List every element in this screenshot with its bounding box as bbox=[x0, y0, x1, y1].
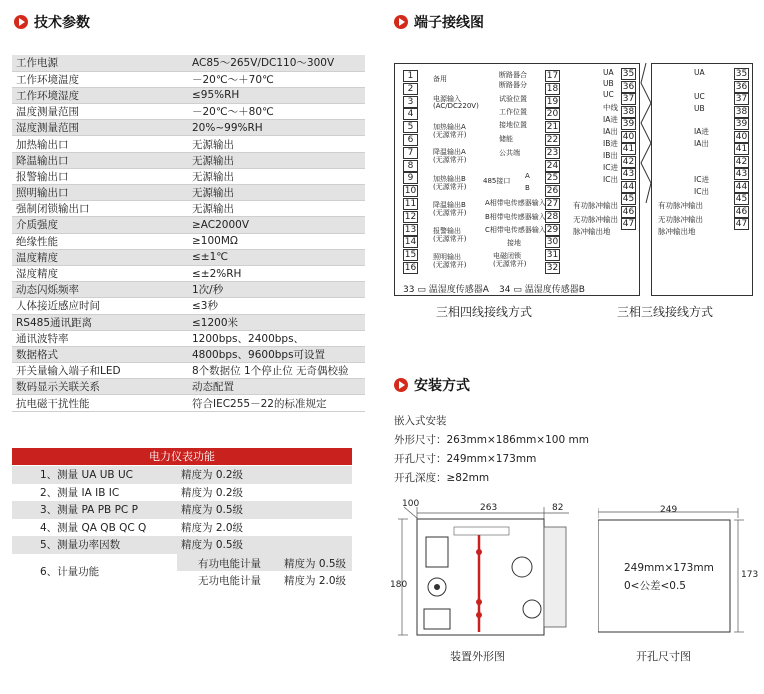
metering-value: 精度为 2.0级 bbox=[284, 575, 347, 587]
table-row bbox=[12, 185, 365, 201]
terminal-label: A相带电传感器输入 bbox=[485, 199, 546, 207]
terminal-num: 18 bbox=[546, 83, 559, 94]
terminal-label: IC出 bbox=[694, 187, 709, 196]
spec-key: 加热输出口 bbox=[12, 136, 188, 152]
table-row bbox=[12, 379, 365, 395]
terminal-num: 41 bbox=[735, 144, 748, 154]
spec-key: 抗电磁干扰性能 bbox=[12, 395, 188, 411]
spec-key: 照明输出口 bbox=[12, 185, 188, 201]
terminal-num: 17 bbox=[546, 71, 559, 81]
terminal-num: 9 bbox=[403, 172, 418, 184]
terminal-header bbox=[394, 12, 484, 32]
terminal-label: (无源常开) bbox=[433, 235, 467, 243]
table-row bbox=[12, 501, 352, 519]
arrow-circle-icon bbox=[394, 15, 408, 29]
power-table bbox=[12, 466, 352, 554]
terminal-num: 46 bbox=[622, 206, 635, 217]
terminal-num: 16 bbox=[404, 263, 417, 273]
terminal-num: 4 bbox=[403, 108, 418, 120]
device-outline-drawing bbox=[394, 497, 594, 647]
terminal-label: B相带电传感器输入 bbox=[485, 213, 546, 221]
spec-value: 无源输出 bbox=[188, 201, 365, 217]
terminal-label: UC bbox=[694, 92, 705, 101]
dim-82: 82 bbox=[552, 503, 564, 513]
arrow-circle-icon bbox=[394, 378, 408, 392]
terminal-num: 47 bbox=[735, 219, 748, 229]
table-row bbox=[12, 314, 365, 330]
metering-name: 有功电能计量 bbox=[198, 558, 261, 570]
install-header bbox=[394, 375, 470, 395]
terminal-num: 2 bbox=[403, 83, 418, 95]
terminal-label: 备用 bbox=[433, 75, 447, 83]
terminal-num: 8 bbox=[403, 160, 418, 172]
spec-key: 湿度精度 bbox=[12, 265, 188, 281]
spec-value: 1200bps、2400bps、 bbox=[188, 330, 365, 346]
spec-value: 符合IEC255－22的标准规定 bbox=[188, 395, 365, 411]
terminal-num: 21 bbox=[546, 122, 559, 133]
table-row bbox=[12, 298, 365, 314]
table-row bbox=[12, 217, 365, 233]
dim-249: 249 bbox=[660, 505, 678, 515]
terminal-num: 3 bbox=[403, 96, 418, 108]
dim-100: 100 bbox=[402, 499, 420, 509]
terminal-diagram-three-wire bbox=[651, 63, 753, 296]
device-caption: 装置外形图 bbox=[450, 650, 505, 663]
table-row bbox=[12, 282, 365, 298]
terminal-label: (无源常开) bbox=[433, 131, 467, 139]
terminal-label: 试验位置 bbox=[499, 95, 527, 103]
table-row bbox=[12, 136, 365, 152]
cutout-caption: 开孔尺寸图 bbox=[636, 650, 691, 663]
terminal-label: 断路器分 bbox=[499, 81, 527, 89]
table-row bbox=[12, 265, 365, 281]
terminal-label: (AC/DC220V) bbox=[433, 102, 479, 110]
spec-key: 绝缘性能 bbox=[12, 233, 188, 249]
spec-key: 温度测量范围 bbox=[12, 104, 188, 120]
power-item: 2、测量 IA IB IC bbox=[40, 486, 120, 499]
install-line: 开孔深度：≥82mm bbox=[394, 472, 490, 484]
table-row bbox=[12, 346, 365, 362]
terminal-num: 39 bbox=[622, 119, 635, 129]
specs-table bbox=[12, 55, 365, 412]
spec-key: 温度精度 bbox=[12, 249, 188, 265]
spec-key: 数码显示关联关系 bbox=[12, 379, 188, 395]
install-line: 嵌入式安装 bbox=[394, 415, 447, 427]
table-row bbox=[12, 120, 365, 136]
terminal-label: IB出 bbox=[603, 151, 618, 160]
terminal-num: 25 bbox=[546, 173, 559, 184]
terminal-label: (无源常开) bbox=[433, 156, 467, 164]
terminal-label: B bbox=[525, 184, 530, 192]
spec-key: 介质强度 bbox=[12, 217, 188, 233]
table-row bbox=[12, 55, 365, 71]
terminal-label: UC bbox=[603, 90, 614, 99]
table-row bbox=[12, 363, 365, 379]
metering-label: 6、计量功能 bbox=[40, 566, 100, 578]
terminal-34: 34 ▭ 温湿度传感器B bbox=[499, 285, 585, 295]
power-title: 电力仪表功能 bbox=[12, 448, 352, 465]
terminal-label: 降温输出A bbox=[433, 148, 466, 156]
terminal-num: 43 bbox=[735, 169, 748, 179]
spec-key: 工作电源 bbox=[12, 55, 188, 71]
spec-key: 工作环境湿度 bbox=[12, 87, 188, 103]
power-value: 精度为 0.5级 bbox=[177, 501, 352, 519]
break-line bbox=[640, 63, 652, 296]
spec-value: 无源输出 bbox=[188, 152, 365, 168]
terminal-label: 降温输出B bbox=[433, 201, 466, 209]
terminal-label: 公共端 bbox=[499, 149, 520, 157]
terminal-label: 报警输出 bbox=[433, 227, 461, 235]
table-row bbox=[12, 87, 365, 103]
terminal-label: (无源常开) bbox=[433, 209, 467, 217]
power-item: 3、测量 PA PB PC P bbox=[12, 501, 177, 519]
spec-value: 动态配置 bbox=[188, 379, 365, 395]
terminal-label: 脉冲输出地 bbox=[658, 227, 696, 236]
terminal-diagram-main bbox=[394, 63, 640, 296]
terminal-label: (无源常开) bbox=[433, 183, 467, 191]
terminal-num: 44 bbox=[622, 181, 635, 192]
terminal-num: 40 bbox=[735, 131, 748, 142]
terminal-num: 30 bbox=[546, 237, 559, 248]
terminal-num: 20 bbox=[546, 109, 559, 120]
terminal-num: 19 bbox=[546, 96, 559, 107]
terminal-label: 储能 bbox=[499, 135, 513, 143]
table-row bbox=[12, 233, 365, 249]
spec-value: 4800bps、9600bps可设置 bbox=[188, 346, 365, 362]
terminal-label: IB进 bbox=[603, 139, 618, 148]
dim-173: 173 bbox=[741, 570, 759, 580]
metering-block bbox=[12, 554, 352, 588]
specs-title: 技术参数 bbox=[34, 15, 90, 31]
terminal-num: 44 bbox=[735, 181, 748, 192]
terminal-label: IC进 bbox=[603, 163, 618, 172]
table-row bbox=[12, 395, 365, 411]
terminal-label: 加热输出A bbox=[433, 123, 466, 131]
terminal-label: 中线 bbox=[603, 103, 618, 112]
spec-value: 20%~99%RH bbox=[188, 120, 365, 136]
power-item: 4、测量 QA QB QC Q bbox=[40, 521, 147, 534]
terminal-label: 无功脉冲输出 bbox=[658, 215, 703, 224]
terminal-label: UA bbox=[694, 68, 705, 77]
table-row bbox=[12, 466, 352, 484]
spec-key: 工作环境温度 bbox=[12, 71, 188, 87]
terminal-num: 45 bbox=[622, 194, 635, 204]
terminal-label: 接地位置 bbox=[499, 121, 527, 129]
terminal-num: 22 bbox=[546, 135, 559, 145]
spec-key: 强制闭锁输出口 bbox=[12, 201, 188, 217]
terminal-label: IA进 bbox=[694, 127, 709, 136]
terminal-label: IA出 bbox=[603, 127, 618, 136]
spec-value: AC85～265V/DC110～300V bbox=[188, 55, 365, 71]
terminal-num: 40 bbox=[622, 131, 635, 142]
spec-key: RS485通讯距离 bbox=[12, 314, 188, 330]
spec-key: 开关量输入端子和LED bbox=[12, 363, 188, 379]
terminal-num: 1 bbox=[403, 70, 418, 82]
terminal-label: 工作位置 bbox=[499, 108, 527, 116]
install-title: 安装方式 bbox=[414, 378, 470, 394]
terminal-num: 15 bbox=[404, 250, 417, 261]
terminal-label: IA出 bbox=[694, 139, 709, 148]
specs-header bbox=[14, 12, 90, 32]
spec-value: ≥AC2000V bbox=[188, 217, 365, 233]
table-row bbox=[12, 330, 365, 346]
spec-value: ≥100MΩ bbox=[188, 233, 365, 249]
terminal-num: 23 bbox=[546, 147, 559, 158]
terminal-num: 27 bbox=[546, 199, 559, 209]
terminal-label: IA进 bbox=[603, 115, 618, 124]
spec-key: 数据格式 bbox=[12, 346, 188, 362]
terminal-label: (无源常开) bbox=[493, 260, 527, 268]
dim-180: 180 bbox=[390, 580, 408, 590]
dim-263: 263 bbox=[480, 503, 498, 513]
terminal-label: UB bbox=[694, 104, 705, 113]
terminal-label: C相带电传感器输入 bbox=[485, 226, 546, 234]
spec-key: 湿度测量范围 bbox=[12, 120, 188, 136]
spec-value: －20℃～＋80℃ bbox=[188, 104, 365, 120]
terminal-num: 39 bbox=[735, 119, 748, 129]
spec-value: 无源输出 bbox=[188, 136, 365, 152]
terminal-num: 47 bbox=[622, 219, 635, 229]
spec-value: 无源输出 bbox=[188, 185, 365, 201]
terminal-label: 无功脉冲输出 bbox=[573, 215, 618, 224]
terminal-num: 43 bbox=[622, 169, 635, 179]
terminal-num: 29 bbox=[546, 224, 559, 235]
three-wire-caption: 三相三线接线方式 bbox=[617, 305, 714, 319]
table-row bbox=[12, 519, 352, 537]
table-row bbox=[12, 249, 365, 265]
terminal-num: 14 bbox=[404, 237, 417, 248]
spec-value: 8个数据位 1个停止位 无奇偶校验 bbox=[188, 363, 365, 379]
terminal-label: 有功脉冲输出 bbox=[573, 201, 618, 210]
spec-value: ≤1200米 bbox=[188, 314, 365, 330]
power-value: 精度为 2.0级 bbox=[181, 521, 244, 534]
terminal-num: 35 bbox=[622, 69, 635, 79]
metering-name: 无功电能计量 bbox=[198, 575, 261, 587]
spec-value: ≤±2%RH bbox=[188, 265, 365, 281]
power-value: 精度为 0.2级 bbox=[177, 466, 352, 484]
terminal-33: 33 ▭ 温湿度传感器A bbox=[403, 285, 489, 295]
power-item: 5、测量功率因数 bbox=[12, 536, 177, 554]
power-value: 精度为 0.2级 bbox=[181, 486, 244, 499]
terminal-label: 断路器合 bbox=[499, 71, 527, 79]
spec-value: ≤3秒 bbox=[188, 298, 365, 314]
terminal-num: 35 bbox=[735, 69, 748, 79]
four-wire-caption: 三相四线接线方式 bbox=[436, 305, 533, 319]
terminal-label: IC出 bbox=[603, 175, 618, 184]
terminal-num: 46 bbox=[735, 206, 748, 217]
terminal-title: 端子接线图 bbox=[414, 15, 484, 31]
terminal-num: 31 bbox=[546, 250, 559, 261]
terminal-num: 37 bbox=[735, 94, 748, 104]
spec-value: ≤95%RH bbox=[188, 87, 365, 103]
terminal-num: 37 bbox=[622, 94, 635, 104]
terminal-num: 32 bbox=[546, 263, 559, 273]
install-line: 开孔尺寸：249mm×173mm bbox=[394, 453, 537, 465]
terminal-num: 42 bbox=[735, 156, 748, 167]
spec-value: ≤±1℃ bbox=[188, 249, 365, 265]
table-row bbox=[12, 201, 365, 217]
terminal-num: 38 bbox=[735, 106, 748, 117]
terminal-label: 485接口 bbox=[483, 177, 511, 185]
spec-key: 报警输出口 bbox=[12, 168, 188, 184]
spec-key: 降温输出口 bbox=[12, 152, 188, 168]
terminal-num: 5 bbox=[403, 121, 418, 133]
spec-key: 人体接近感应时间 bbox=[12, 298, 188, 314]
terminal-num: 6 bbox=[403, 134, 418, 146]
spec-value: 无源输出 bbox=[188, 168, 365, 184]
table-row bbox=[12, 536, 352, 554]
terminal-num: 7 bbox=[403, 147, 418, 159]
terminal-label: 加热输出B bbox=[433, 175, 466, 183]
terminal-label: 接地 bbox=[507, 239, 521, 247]
power-item: 1、测量 UA UB UC bbox=[12, 466, 177, 484]
terminal-num: 28 bbox=[546, 211, 559, 222]
terminal-num: 36 bbox=[735, 81, 748, 92]
terminal-num: 13 bbox=[404, 224, 417, 235]
terminal-num: 36 bbox=[622, 81, 635, 92]
terminal-num: 24 bbox=[546, 160, 559, 171]
terminal-label: 照明输出 bbox=[433, 253, 461, 261]
terminal-num: 11 bbox=[404, 199, 417, 209]
spec-value: －20℃～＋70℃ bbox=[188, 71, 365, 87]
spec-key: 通讯波特率 bbox=[12, 330, 188, 346]
spec-value: 1次/秒 bbox=[188, 282, 365, 298]
terminal-num: 10 bbox=[404, 186, 417, 197]
terminal-label: 电磁闭锁 bbox=[493, 252, 521, 260]
terminal-label: (无源常开) bbox=[433, 261, 467, 269]
spec-key: 动态闪烁频率 bbox=[12, 282, 188, 298]
terminal-label: 脉冲输出地 bbox=[573, 227, 611, 236]
terminal-num: 41 bbox=[622, 144, 635, 154]
terminal-label: 有功脉冲输出 bbox=[658, 201, 703, 210]
power-value: 精度为 0.5级 bbox=[177, 536, 352, 554]
table-row bbox=[12, 71, 365, 87]
terminal-label: UA bbox=[603, 68, 614, 77]
terminal-label: 电源输入 bbox=[433, 95, 461, 103]
terminal-label: A bbox=[525, 172, 530, 180]
install-line: 外形尺寸：263mm×186mm×100 mm bbox=[394, 434, 589, 446]
table-row bbox=[12, 104, 365, 120]
terminal-label: IC进 bbox=[694, 175, 709, 184]
table-row bbox=[12, 168, 365, 184]
table-row bbox=[12, 152, 365, 168]
terminal-num: 42 bbox=[622, 156, 635, 167]
terminal-num: 45 bbox=[735, 194, 748, 204]
terminal-num: 38 bbox=[622, 106, 635, 117]
arrow-circle-icon bbox=[14, 15, 28, 29]
cutout-tolerance-text: 0<公差<0.5 bbox=[624, 580, 686, 592]
terminal-num: 12 bbox=[404, 211, 417, 222]
metering-value: 精度为 0.5级 bbox=[284, 558, 347, 570]
terminal-label: UB bbox=[603, 79, 614, 88]
cutout-size-text: 249mm×173mm bbox=[624, 562, 714, 574]
table-row bbox=[12, 484, 352, 502]
terminal-num: 26 bbox=[546, 186, 559, 197]
